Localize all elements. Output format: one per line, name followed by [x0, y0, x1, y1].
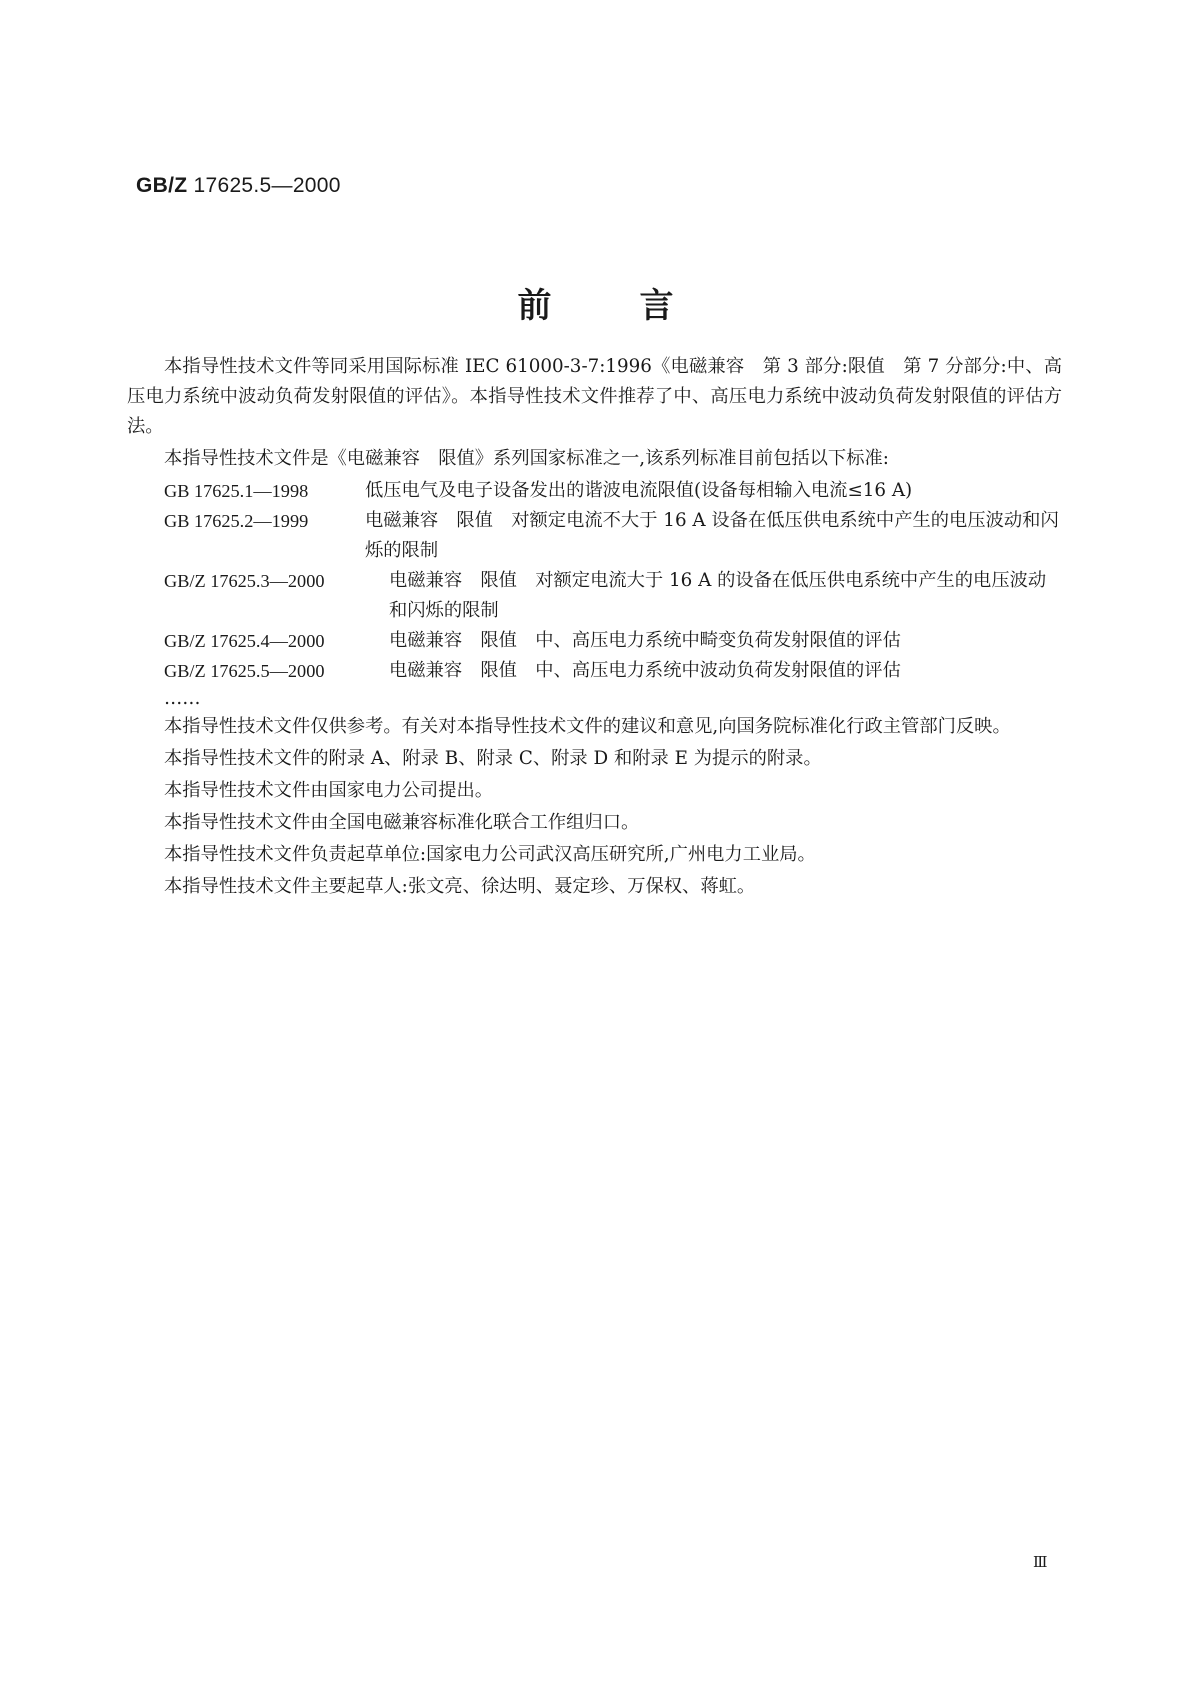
paragraph-series: 本指导性技术文件是《电磁兼容 限值》系列国家标准之一,该系列标准目前包括以下标准:	[164, 448, 889, 469]
standard-title: 低压电气及电子设备发出的谐波电流限值(设备每相输入电流≤16 A)	[365, 480, 913, 501]
document-code-number: 17625.5—2000	[193, 174, 341, 197]
standards-list	[127, 476, 1062, 686]
standard-code: GB/Z 17625.3—2000	[164, 571, 325, 591]
document-code-prefix: GB/Z	[136, 174, 188, 197]
standard-item	[164, 656, 1062, 686]
paragraph-drafting-units: 本指导性技术文件负责起草单位:国家电力公司武汉高压研究所,广州电力工业局。	[164, 844, 816, 865]
list-ellipsis: ……	[164, 688, 201, 709]
standard-item	[164, 476, 1062, 506]
standard-item	[164, 566, 1062, 626]
page-title-char-2: 言	[639, 286, 674, 326]
standard-title: 电磁兼容 限值 中、高压电力系统中畸变负荷发射限值的评估	[389, 630, 901, 651]
paragraph-proposer: 本指导性技术文件由国家电力公司提出。	[164, 780, 494, 801]
standard-code: GB/Z 17625.5—2000	[164, 661, 325, 681]
page-number: Ⅲ	[1033, 1553, 1048, 1571]
standard-title: 电磁兼容 限值 对额定电流不大于 16 A 设备在低压供电系统中产生的电压波动和闪烁的限制	[365, 510, 1059, 561]
document-code	[136, 174, 341, 198]
standard-item	[164, 506, 1062, 566]
paragraph-drafters: 本指导性技术文件主要起草人:张文亮、徐达明、聂定珍、万保权、蒋虹。	[164, 876, 756, 897]
standard-title: 电磁兼容 限值 中、高压电力系统中波动负荷发射限值的评估	[389, 660, 901, 681]
paragraph-adoption: 本指导性技术文件等同采用国际标准 IEC 61000-3-7:1996《电磁兼容 第 3 部分:限值 第 7 分部分:中、高压电力系统中波动负荷发射限值的评估》。本指导性技术文件推荐了中、高压电力系统中波动负荷发射限值的评估方法。	[127, 356, 1062, 437]
paragraph-centralized: 本指导性技术文件由全国电磁兼容标准化联合工作组归口。	[164, 812, 640, 833]
standard-code: GB 17625.2—1999	[164, 511, 309, 531]
page-title-char-1: 前	[517, 286, 552, 326]
standard-item	[164, 626, 1062, 656]
foreword-body	[127, 352, 1062, 904]
standard-code: GB/Z 17625.4—2000	[164, 631, 325, 651]
standard-code: GB 17625.1—1998	[164, 481, 309, 501]
paragraph-reference: 本指导性技术文件仅供参考。有关对本指导性技术文件的建议和意见,向国务院标准化行政主管部门反映。	[164, 716, 1011, 737]
page-title	[0, 278, 1191, 327]
paragraph-appendices: 本指导性技术文件的附录 A、附录 B、附录 C、附录 D 和附录 E 为提示的附录。	[164, 748, 822, 769]
standard-title: 电磁兼容 限值 对额定电流大于 16 A 的设备在低压供电系统中产生的电压波动和闪烁的限制	[389, 570, 1047, 621]
